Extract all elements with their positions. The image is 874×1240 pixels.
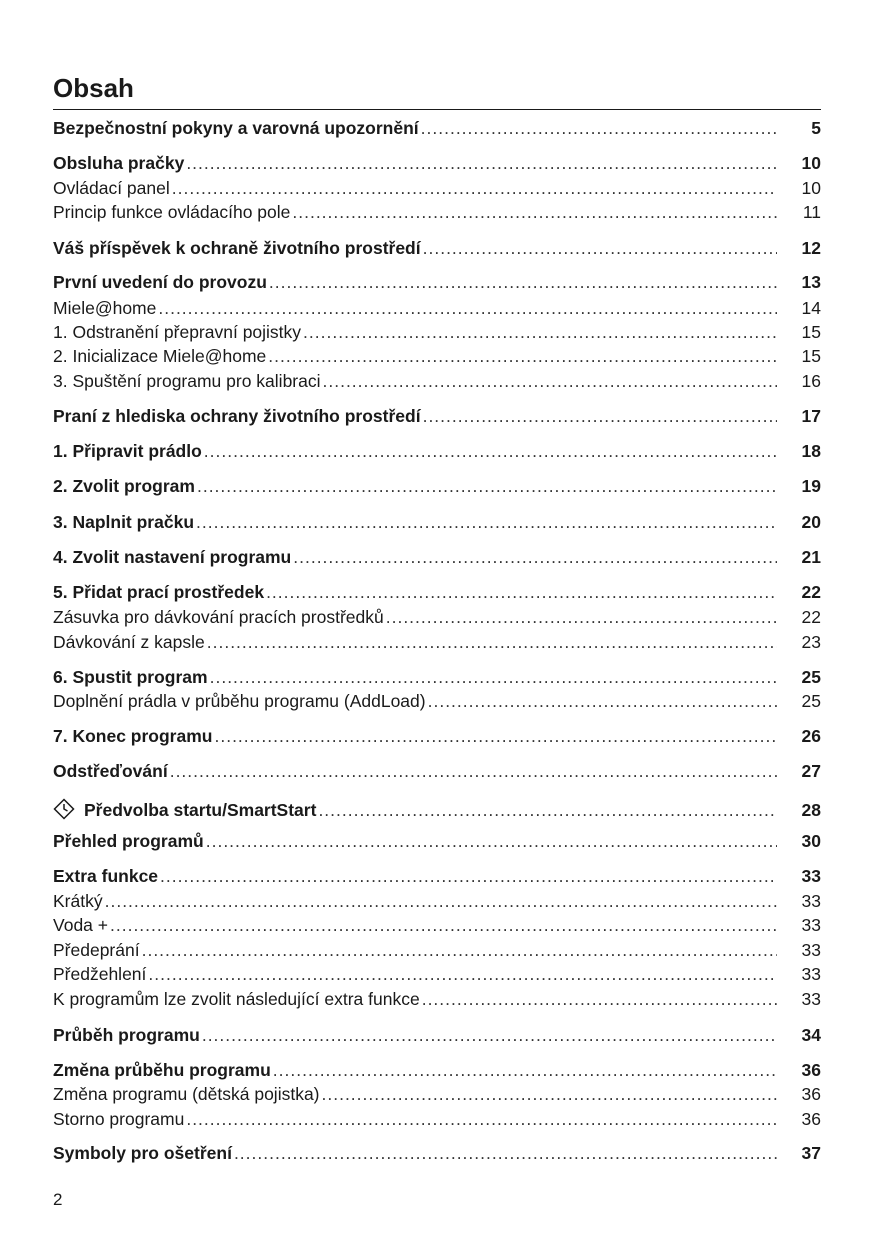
- toc-entry[interactable]: [53, 938, 821, 962]
- toc-entry-label: [53, 320, 301, 344]
- toc-entry-page: 20: [801, 512, 821, 532]
- toc-entry-page: 36: [801, 1109, 821, 1129]
- toc-entry-page: 19: [801, 476, 821, 496]
- toc-entry[interactable]: [53, 605, 821, 629]
- toc-entry[interactable]: [53, 439, 821, 463]
- toc-entry-text: 5. Přidat prací prostředek: [53, 582, 265, 602]
- dot-leader: [196, 510, 777, 534]
- dot-leader: [423, 404, 777, 428]
- toc-entry-label: [53, 630, 205, 654]
- toc-entry-text: Princip funkce ovládacího pole: [53, 202, 291, 222]
- toc-entry-label: [53, 296, 156, 320]
- toc-entry-text: 3. Naplnit pračku: [53, 512, 195, 532]
- dot-leader: [172, 176, 777, 200]
- toc-entry-text: 2. Zvolit program: [53, 476, 195, 496]
- toc-entry[interactable]: [53, 270, 821, 294]
- toc-entry-text: Praní z hlediska ochrany životního prostředí: [53, 406, 421, 426]
- toc-entry-page: 23: [801, 632, 821, 652]
- toc-entry-label: [53, 889, 103, 913]
- toc-entry[interactable]: [53, 404, 821, 428]
- toc-entry-page: 25: [801, 691, 821, 711]
- toc-entry-page: 36: [801, 1084, 821, 1104]
- toc-entry-page: 10: [801, 153, 821, 173]
- dot-leader: [318, 798, 777, 822]
- dot-leader: [197, 474, 777, 498]
- toc-entry[interactable]: [53, 630, 821, 654]
- toc-entry-page: 15: [801, 346, 821, 366]
- dot-leader: [160, 864, 777, 888]
- toc-entry-text: 1. Odstranění přepravní pojistky: [53, 322, 302, 342]
- dot-leader: [293, 545, 777, 569]
- dot-leader: [268, 344, 777, 368]
- toc-entry-page: 22: [801, 582, 821, 602]
- toc-entry[interactable]: [53, 116, 821, 140]
- dot-leader: [142, 938, 777, 962]
- dot-leader: [421, 116, 777, 140]
- toc-entry-label: [53, 1082, 320, 1106]
- toc-entry-page: 34: [801, 1025, 821, 1045]
- toc-entry[interactable]: [53, 369, 821, 393]
- dot-leader: [214, 724, 777, 748]
- toc-entry[interactable]: [53, 794, 821, 818]
- toc-entry[interactable]: [53, 864, 821, 888]
- toc-entry-page: 12: [801, 238, 821, 258]
- dot-leader: [323, 369, 778, 393]
- toc-entry-page: 15: [801, 322, 821, 342]
- toc-entry-text: Extra funkce: [53, 866, 159, 886]
- toc-entry-page: 16: [801, 371, 821, 391]
- dot-leader: [204, 439, 777, 463]
- toc-entry-page: 25: [801, 667, 821, 687]
- dot-leader: [202, 1023, 777, 1047]
- toc-entry-label: [53, 580, 264, 604]
- toc-entry[interactable]: [53, 320, 821, 344]
- toc-entry[interactable]: [53, 829, 821, 853]
- toc-entry[interactable]: [53, 1107, 821, 1131]
- toc-entry-text: Symboly pro ošetření: [53, 1143, 232, 1163]
- toc-entry-text: Storno programu: [53, 1109, 185, 1129]
- toc-entry[interactable]: [53, 665, 821, 689]
- toc-entry[interactable]: [53, 889, 821, 913]
- toc-entry-label: [53, 1141, 232, 1165]
- toc-entry-page: 26: [801, 726, 821, 746]
- dot-leader: [170, 759, 777, 783]
- toc-entry-label: [53, 913, 108, 937]
- toc-entry-page: 14: [801, 298, 821, 318]
- toc-entry-text: Miele@home: [53, 298, 157, 318]
- toc-entry-label: [53, 665, 208, 689]
- toc-entry-label: [53, 938, 140, 962]
- toc-entry-text: 3. Spuštění programu pro kalibraci: [53, 371, 321, 391]
- toc-entry-page: 11: [802, 202, 821, 222]
- toc-entry[interactable]: [53, 759, 821, 783]
- toc-entry-label: [53, 689, 426, 713]
- toc-entry-page: 10: [801, 178, 821, 198]
- toc-entry[interactable]: [53, 200, 821, 224]
- toc-entry-page: 28: [801, 800, 821, 820]
- dot-leader: [423, 236, 777, 260]
- toc-entry[interactable]: [53, 1141, 821, 1165]
- toc-entry-label: [53, 439, 202, 463]
- toc-entry-text: Krátký: [53, 891, 103, 911]
- toc-entry-label: [53, 605, 384, 629]
- toc-entry-label: [53, 404, 421, 428]
- toc-entry-page: 37: [801, 1143, 821, 1163]
- toc-entry-text: Změna průběhu programu: [53, 1060, 271, 1080]
- dot-leader: [210, 665, 777, 689]
- toc-entry[interactable]: [53, 724, 821, 748]
- toc-entry[interactable]: [53, 689, 821, 713]
- dot-leader: [207, 630, 777, 654]
- toc-entry-page: 33: [801, 940, 821, 960]
- toc-entry[interactable]: [53, 962, 821, 986]
- toc-entry-label: [53, 962, 146, 986]
- toc-entry-label: [53, 724, 212, 748]
- toc-entry[interactable]: [53, 296, 821, 320]
- toc-entry-page: 33: [801, 866, 821, 886]
- dot-leader: [206, 829, 777, 853]
- toc-entry-page: 33: [801, 989, 821, 1009]
- toc-entry-text: Doplnění prádla v průběhu programu (AddLoad): [53, 691, 426, 711]
- toc-entry-text: 2. Inicializace Miele@home: [53, 346, 267, 366]
- toc-entry-text: Voda +: [53, 915, 108, 935]
- delay-start-clock-icon: [53, 798, 75, 820]
- toc-entry-page: 33: [801, 964, 821, 984]
- toc-entry-label: [53, 794, 316, 822]
- toc-entry-label: [53, 116, 419, 140]
- toc-entry-text: K programům lze zvolit následující extra funkce: [53, 989, 420, 1009]
- toc-entry-label: [53, 829, 204, 853]
- toc-entry-label: [53, 236, 421, 260]
- toc-entry[interactable]: [53, 474, 821, 498]
- toc-entry-page: 33: [801, 891, 821, 911]
- toc-entry-label: [53, 369, 321, 393]
- toc-entry-text: Odstřeďování: [53, 761, 168, 781]
- dot-leader: [273, 1058, 777, 1082]
- dot-leader: [110, 913, 777, 937]
- toc-entry-text: Dávkování z kapsle: [53, 632, 205, 652]
- dot-leader: [322, 1082, 778, 1106]
- toc-entry[interactable]: [53, 1023, 821, 1047]
- toc-entry[interactable]: [53, 236, 821, 260]
- dot-leader: [158, 296, 777, 320]
- toc-entry-text: 7. Konec programu: [53, 726, 213, 746]
- toc-entry-text: Obsluha pračky: [53, 153, 185, 173]
- toc-entry-label: [53, 759, 168, 783]
- dot-leader: [292, 200, 777, 224]
- toc-entry[interactable]: [53, 545, 821, 569]
- page-title: Obsah: [53, 71, 821, 110]
- toc-entry[interactable]: [53, 151, 821, 175]
- dot-leader: [186, 151, 777, 175]
- toc-entry[interactable]: [53, 176, 821, 200]
- dot-leader: [266, 580, 777, 604]
- toc-entry[interactable]: [53, 913, 821, 937]
- dot-leader: [269, 270, 777, 294]
- toc-entry-page: 21: [801, 547, 821, 567]
- dot-leader: [386, 605, 777, 629]
- toc-entry-text: Změna programu (dětská pojistka): [53, 1084, 320, 1104]
- toc-entry-text: Ovládací panel: [53, 178, 170, 198]
- toc-entry-label: [53, 176, 170, 200]
- toc-entry-text: Váš příspěvek k ochraně životního prostředí: [53, 238, 421, 258]
- toc-entry-label: [53, 545, 291, 569]
- toc-entry[interactable]: [53, 1082, 821, 1106]
- toc-entry-text: Bezpečnostní pokyny a varovná upozornění: [53, 118, 419, 138]
- dot-leader: [428, 689, 777, 713]
- page-number: 2: [53, 1190, 63, 1209]
- toc-entry-page: 13: [801, 272, 821, 292]
- toc-entry-text: Průběh programu: [53, 1025, 200, 1045]
- toc-entry-label: [53, 1107, 184, 1131]
- toc-entry-text: Předžehlení: [53, 964, 147, 984]
- dot-leader: [234, 1141, 777, 1165]
- toc-entry[interactable]: [53, 510, 821, 534]
- toc-entry-text: Přehled programů: [53, 831, 204, 851]
- toc-entry-page: 27: [801, 761, 821, 781]
- dot-leader: [422, 987, 777, 1011]
- toc-entry[interactable]: [53, 580, 821, 604]
- toc-entry[interactable]: [53, 987, 821, 1011]
- toc-entry-page: 36: [801, 1060, 821, 1080]
- toc-entry-text: 1. Připravit prádlo: [53, 441, 202, 461]
- dot-leader: [148, 962, 777, 986]
- toc-entry-page: 17: [801, 406, 821, 426]
- toc-entry-text: 6. Spustit program: [53, 667, 208, 687]
- toc-entry-label: [53, 344, 266, 368]
- toc-entry-page: 22: [801, 607, 821, 627]
- toc-entry-page: 5: [811, 118, 821, 138]
- toc-entry-label: [53, 151, 184, 175]
- toc-entry-label: [53, 474, 195, 498]
- dot-leader: [105, 889, 777, 913]
- toc-entry-label: [53, 510, 194, 534]
- toc-entry-page: 30: [801, 831, 821, 851]
- toc-entry-label: [53, 270, 267, 294]
- toc-entry-label: [53, 864, 158, 888]
- toc-entry-label: [53, 1023, 200, 1047]
- dot-leader: [186, 1107, 777, 1131]
- toc-entry-text: 4. Zvolit nastavení programu: [53, 547, 292, 567]
- dot-leader: [303, 320, 777, 344]
- toc-entry-page: 18: [801, 441, 821, 461]
- toc-entry-text: Předvolba startu/SmartStart: [84, 800, 317, 820]
- toc-entry[interactable]: [53, 344, 821, 368]
- toc-entry-text: Zásuvka pro dávkování pracích prostředků: [53, 607, 384, 627]
- toc-entry-label: [53, 200, 290, 224]
- toc-entry[interactable]: [53, 1058, 821, 1082]
- toc-entry-text: Předeprání: [53, 940, 140, 960]
- toc-entry-text: První uvedení do provozu: [53, 272, 267, 292]
- toc-entry-label: [53, 987, 420, 1011]
- toc-entry-page: 33: [801, 915, 821, 935]
- toc-entry-label: [53, 1058, 271, 1082]
